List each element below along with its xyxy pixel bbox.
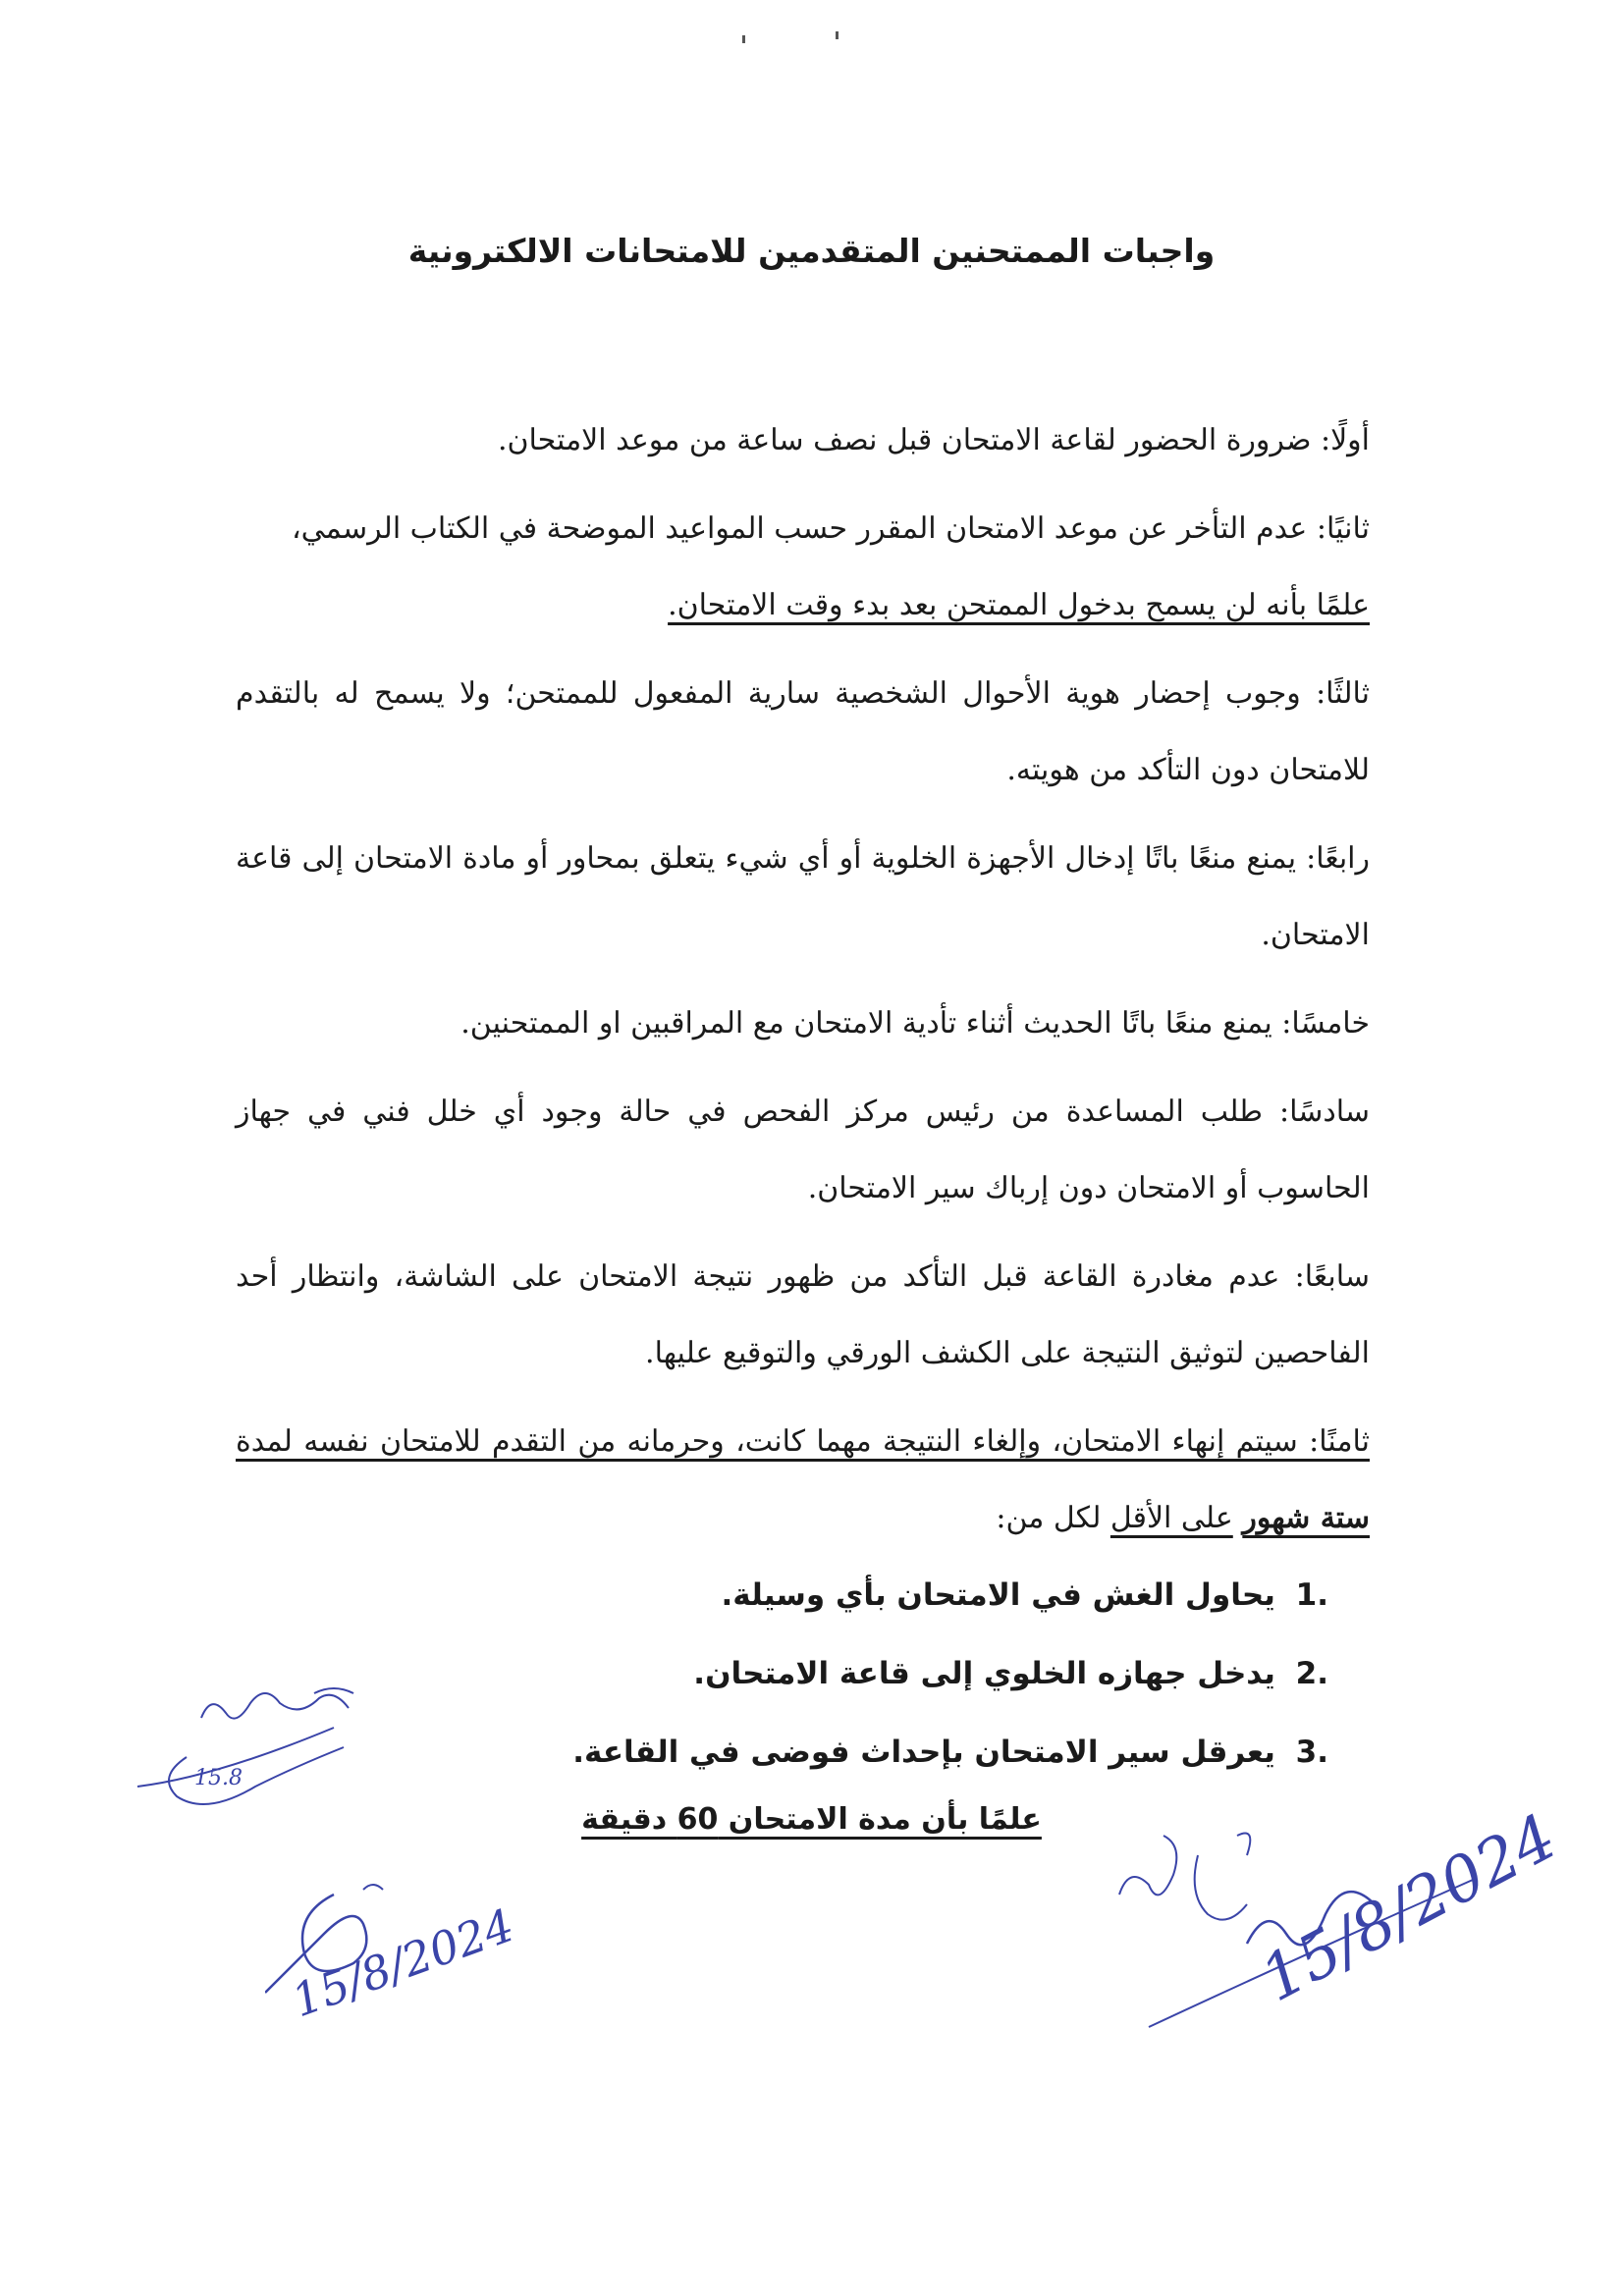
- page-title: واجبات الممتحنين المتقدمين للامتحانات الالكترونية: [407, 232, 1216, 270]
- paragraph-4: رابعًا: يمنع منعًا باتًا إدخال الأجهزة الخلوية أو أي شيء يتعلق بمحاور أو مادة الامتحان إلى قاعة الامتحان.: [236, 841, 1370, 952]
- paragraph-8-tail: لكل من:: [996, 1501, 1102, 1535]
- list-text: يعرقل سير الامتحان بإحداث فوضى في القاعة.: [572, 1735, 1275, 1770]
- paragraph-5: خامسًا: يمنع منعًا باتًا الحديث أثناء تأدية الامتحان مع المراقبين او الممتحنين.: [460, 1006, 1370, 1041]
- list-number: 3.: [1295, 1735, 1328, 1770]
- paragraph-2-text: ثانيًا: عدم التأخر عن موعد الامتحان المقرر حسب المواعيد الموضحة في الكتاب الرسمي،: [291, 511, 1370, 546]
- right-signature-date: 15/8/2024: [1249, 1800, 1569, 2017]
- right-signature: [1070, 1777, 1581, 2071]
- scan-mark: [742, 35, 745, 43]
- list-item: [572, 1556, 1328, 1634]
- list-text: يحاول الغش في الامتحان بأي وسيلة.: [721, 1577, 1275, 1613]
- left-signature-upper: [118, 1659, 432, 1845]
- left-signature-date: 15/8/2024: [285, 1897, 521, 2028]
- paragraph-8-underlined: ثامنًا: سيتم إنهاء الامتحان، وإلغاء النتيجة مهما كانت، وحرمانه من التقدم للامتحان نفسه لمدة: [236, 1424, 1370, 1459]
- paragraph-2: [236, 491, 1370, 644]
- left-signature-lower: [265, 1855, 579, 2042]
- paragraph-6: سادسًا: طلب المساعدة من رئيس مركز الفحص في حالة وجود أي خلل فني في جهاز الحاسوب أو الامتحان دون إرباك سير الامتحان.: [236, 1095, 1370, 1205]
- list-number: 1.: [1295, 1577, 1328, 1613]
- list-text: يدخل جهازه الخلوي إلى قاعة الامتحان.: [693, 1656, 1275, 1691]
- paragraph-3: ثالثًا: وجوب إحضار هوية الأحوال الشخصية سارية المفعول للممتحن؛ ولا يسمح له بالتقدم للامتحان دون التأكد من هويته.: [236, 676, 1370, 787]
- stamp-date: 15.8: [194, 1766, 243, 1790]
- paragraph-8: [236, 1404, 1370, 1557]
- paragraph-7: سابعًا: عدم مغادرة القاعة قبل التأكد من ظهور نتيجة الامتحان على الشاشة، وانتظار أحد الفاحصين لتوثيق النتيجة على الكشف الورقي والتوقيع عليها.: [236, 1259, 1370, 1370]
- document-body: [236, 402, 1370, 1569]
- paragraph-2-underlined: علمًا بأنه لن يسمح بدخول الممتحن بعد بدء وقت الامتحان.: [668, 588, 1370, 622]
- violations-list: [572, 1556, 1328, 1791]
- exam-duration-note: علمًا بأن مدة الامتحان 60 دقيقة: [581, 1802, 1042, 1837]
- list-item: [572, 1634, 1328, 1713]
- paragraph-8-underlined-2: على الأقل: [1109, 1501, 1233, 1535]
- paragraph-1: أولًا: ضرورة الحضور لقاعة الامتحان قبل نصف ساعة من موعد الامتحان.: [497, 423, 1370, 457]
- list-number: 2.: [1295, 1656, 1328, 1691]
- paragraph-8-bold: ستة شهور: [1242, 1501, 1370, 1535]
- scan-mark: [836, 31, 839, 39]
